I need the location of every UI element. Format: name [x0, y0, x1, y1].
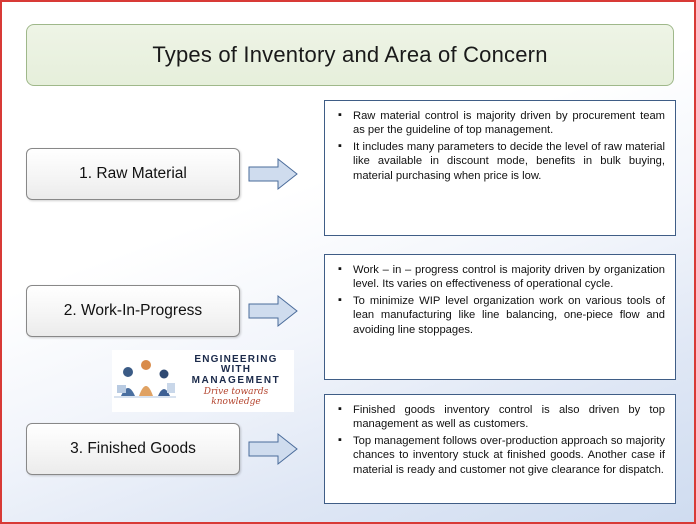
arrow-right-icon-1: [248, 157, 298, 191]
brand-logo-line2: MANAGEMENT: [191, 374, 281, 386]
list-item: ▪ It includes many parameters to decide the level of raw material like available in discount mode, benefits in bulk buying, material purchasing when price is low.: [351, 140, 665, 183]
list-item: ▪ Finished goods inventory control is also driven by top management as well as customers.: [351, 403, 665, 432]
stage-label: 3. Finished Goods: [70, 440, 196, 457]
stage-box-raw-material[interactable]: [26, 148, 240, 200]
list-item: ▪ Top management follows over-production approach so majority chances to inventory stuck at finished goods. Another case if material is ready and customer not give clearance for dispatch.: [351, 434, 665, 477]
bullet-list: [333, 109, 665, 183]
detail-panel-raw-material: [324, 100, 676, 236]
list-item: ▪ Work – in – progress control is majority driven by organization level. Its varies on effectiveness of operational cycle.: [351, 263, 665, 292]
list-item: ▪ To minimize WIP level organization work on various tools of lean manufacturing like line balancing, one-piece flow and avoiding line stoppages.: [351, 294, 665, 337]
arrow-right-icon-3: [248, 432, 298, 466]
arrow-right-icon-2: [248, 294, 298, 328]
people-illustration-icon: [112, 352, 178, 410]
brand-logo-text: [178, 355, 294, 407]
bullet-list: [333, 263, 665, 337]
stage-box-finished-goods[interactable]: [26, 423, 240, 475]
bullet-list: [333, 403, 665, 477]
stage-label: 1. Raw Material: [79, 165, 187, 182]
list-item: ▪ Raw material control is majority driven by procurement team as per the guideline of top management.: [351, 109, 665, 138]
brand-logo-tagline: Drive towards knowledge: [203, 387, 269, 407]
page-title: [26, 24, 674, 86]
stage-label: 2. Work-In-Progress: [63, 302, 203, 319]
detail-panel-finished-goods: [324, 394, 676, 504]
page-title-text: Types of Inventory and Area of Concern: [152, 42, 548, 67]
brand-logo-line1: ENGINEERING WITH: [194, 353, 278, 376]
brand-logo: [112, 350, 294, 412]
stage-box-work-in-progress[interactable]: [26, 285, 240, 337]
detail-panel-work-in-progress: [324, 254, 676, 380]
